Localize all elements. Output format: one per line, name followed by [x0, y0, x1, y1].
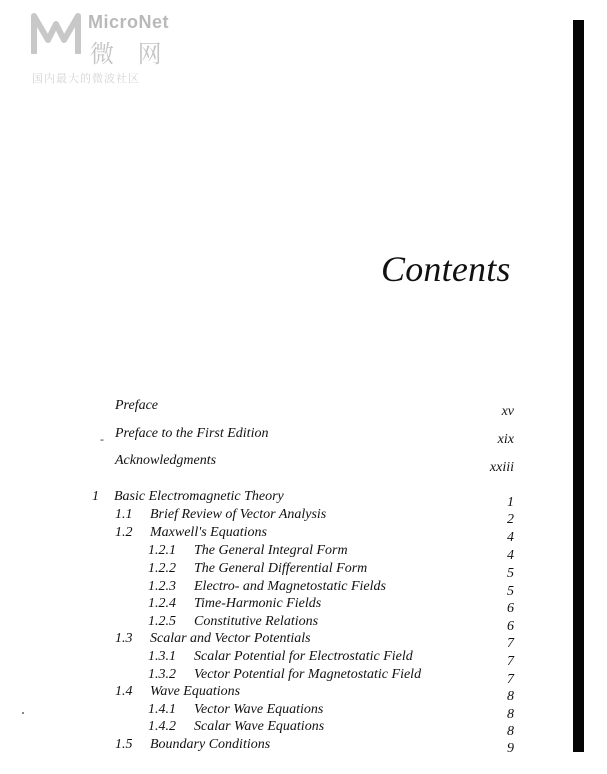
- micronet-watermark: [30, 8, 190, 88]
- toc-number: 1: [92, 489, 99, 504]
- toc-page-number: 7: [507, 636, 514, 651]
- toc-label: Brief Review of Vector Analysis: [150, 507, 327, 522]
- toc-number: 1.4.1: [148, 702, 176, 717]
- micronet-logo-icon: [30, 10, 82, 58]
- toc-number: 1.5: [115, 737, 133, 752]
- toc-label: Vector Potential for Magnetostatic Field: [194, 667, 422, 682]
- toc-front-preface[interactable]: [0, 398, 540, 418]
- scan-speck: [22, 712, 24, 714]
- toc-page-number: 1: [507, 495, 514, 510]
- toc-label: Electro- and Magnetostatic Fields: [194, 579, 386, 594]
- toc-number: 1.2.4: [148, 596, 176, 611]
- toc-number: 1.1: [115, 507, 133, 522]
- toc-number: 1.2.5: [148, 614, 176, 629]
- toc-label: Wave Equations: [150, 684, 241, 699]
- toc-page-number: xix: [497, 432, 514, 447]
- toc-page-number: xxiii: [489, 460, 514, 475]
- toc-entry-1-5[interactable]: [0, 737, 540, 757]
- toc-entry-1-2-1[interactable]: [0, 543, 540, 563]
- toc-page-number: 4: [507, 530, 514, 545]
- toc-number: 1.4: [115, 684, 133, 699]
- toc-number: 1.3: [115, 631, 133, 646]
- toc-label: Acknowledgments: [115, 453, 217, 468]
- toc-number: 1.2.1: [148, 543, 176, 558]
- watermark-brand-cn: 微 网: [90, 40, 170, 68]
- toc-number: 1.3.2: [148, 667, 176, 682]
- toc-page-number: 8: [507, 724, 514, 739]
- toc-number: 1.2.3: [148, 579, 176, 594]
- toc-label: The General Integral Form: [194, 543, 348, 558]
- scan-edge-shadow: [573, 20, 584, 752]
- toc-label: Scalar Wave Equations: [194, 719, 325, 734]
- page-title: Contents: [381, 249, 511, 289]
- toc-page-number: 8: [507, 707, 514, 722]
- toc-number: 1.2: [115, 525, 133, 540]
- toc-label: The General Differential Form: [194, 561, 368, 576]
- scan-mark: -: [100, 432, 104, 446]
- toc-page-number: 7: [507, 672, 514, 687]
- toc-entry-1-3[interactable]: [0, 631, 540, 651]
- toc-entry-1-2[interactable]: [0, 525, 540, 545]
- toc-label: Maxwell's Equations: [150, 525, 267, 540]
- toc-label: Boundary Conditions: [150, 737, 271, 752]
- toc-page-number: 6: [507, 601, 514, 616]
- toc-page-number: 4: [507, 548, 514, 563]
- toc-entry-1-4-2[interactable]: [0, 719, 540, 739]
- toc-page-number: 8: [507, 689, 514, 704]
- toc-entry-1-2-2[interactable]: [0, 561, 540, 581]
- toc-chapter-1[interactable]: [0, 489, 540, 509]
- toc-page-number: 7: [507, 654, 514, 669]
- watermark-brand-en: MicroNet: [88, 12, 170, 32]
- watermark-tagline: 国内最大的微波社区: [32, 72, 140, 85]
- toc-front-acknowledgments[interactable]: [0, 453, 540, 473]
- toc-label: Scalar Potential for Electrostatic Field: [194, 649, 413, 664]
- toc-entry-1-3-1[interactable]: [0, 649, 540, 669]
- toc-label: Preface: [115, 398, 159, 413]
- toc-entry-1-4[interactable]: [0, 684, 540, 704]
- toc-page-number: 5: [507, 584, 514, 599]
- toc-page-number: xv: [501, 404, 514, 419]
- toc-number: 1.3.1: [148, 649, 176, 664]
- toc-page-number: 9: [507, 741, 514, 756]
- toc-number: 1.2.2: [148, 561, 176, 576]
- toc-page-number: 6: [507, 619, 514, 634]
- toc-page-number: 2: [507, 512, 514, 527]
- toc-entry-1-1[interactable]: [0, 507, 540, 527]
- toc-number: 1.4.2: [148, 719, 176, 734]
- toc-label: Vector Wave Equations: [194, 702, 324, 717]
- toc-label: Preface to the First Edition: [115, 426, 269, 441]
- toc-label: Time-Harmonic Fields: [194, 596, 322, 611]
- toc-front-preface-first-edition[interactable]: [0, 426, 540, 446]
- toc-entry-1-2-4[interactable]: [0, 596, 540, 616]
- toc-label: Constitutive Relations: [194, 614, 319, 629]
- toc-page-number: 5: [507, 566, 514, 581]
- toc-label: Basic Electromagnetic Theory: [114, 489, 284, 504]
- toc-label: Scalar and Vector Potentials: [150, 631, 311, 646]
